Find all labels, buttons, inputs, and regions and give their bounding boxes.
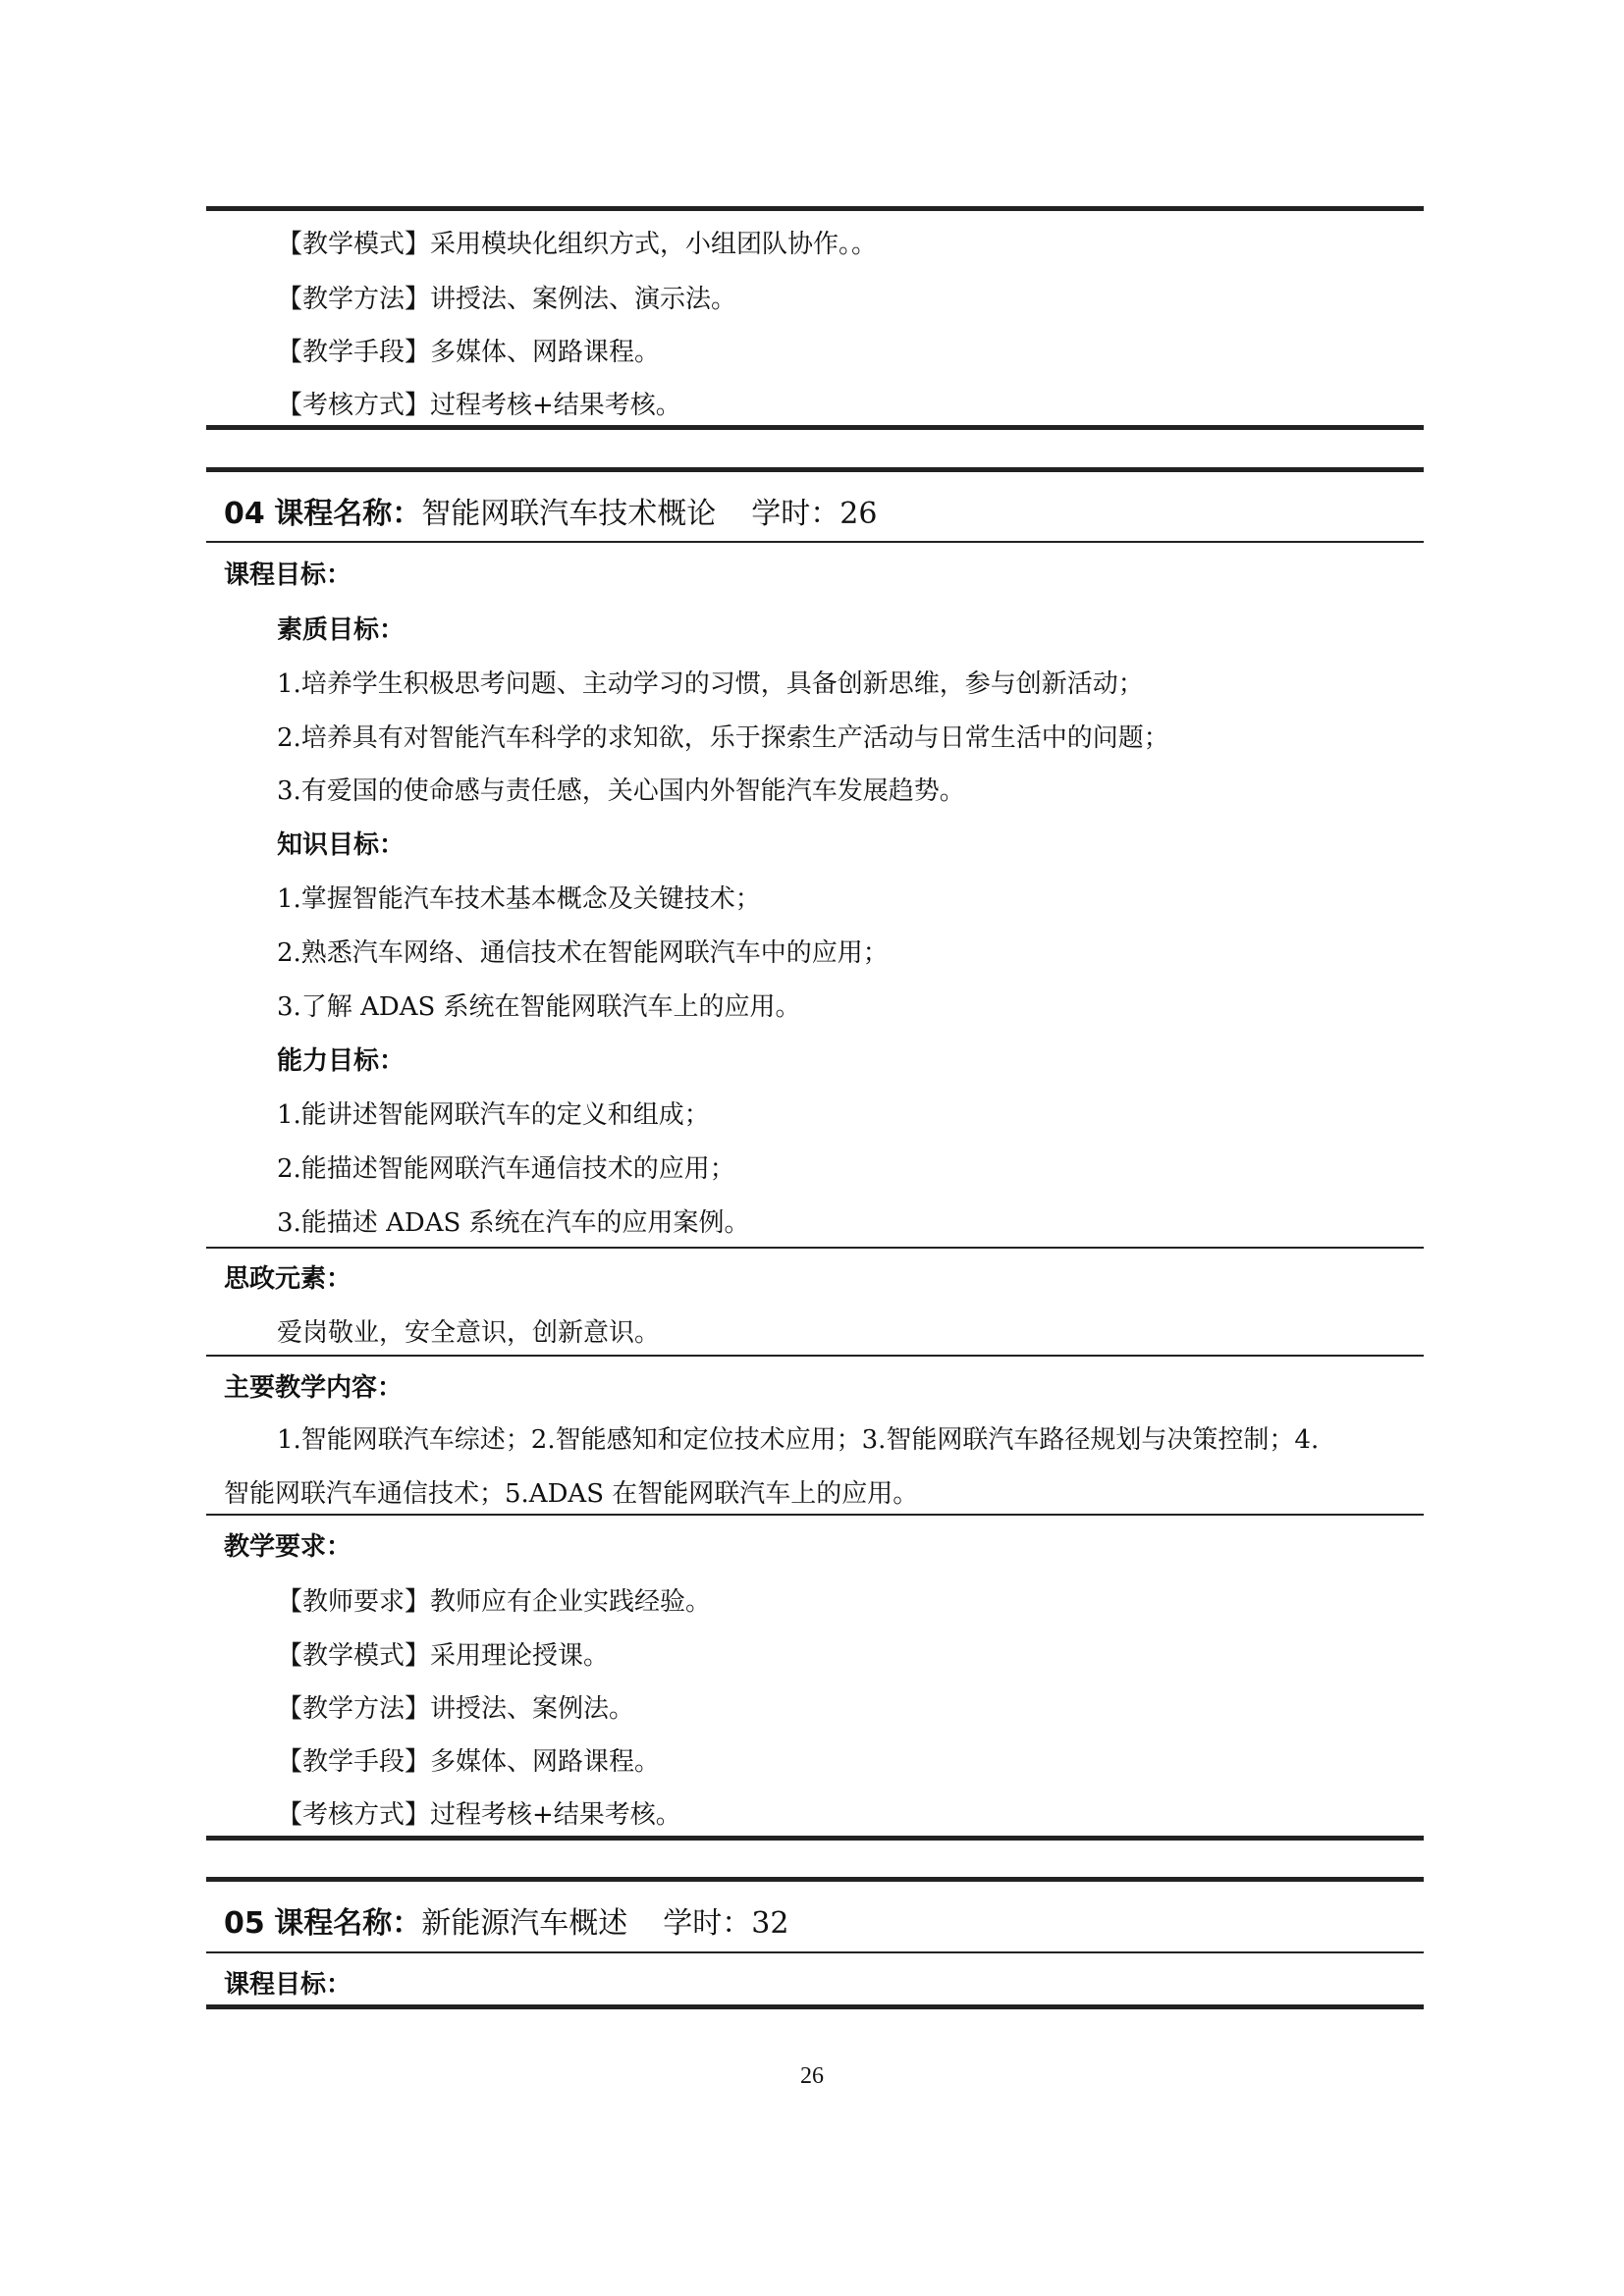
text-line: 【考核方式】过程考核+结果考核。 (277, 391, 681, 420)
text-line: 【教学模式】采用模块化组织方式，小组团队协作。。 (277, 230, 878, 259)
course-name: 新能源汽车概述 (421, 1906, 628, 1941)
hours-value: 32 (751, 1906, 789, 1941)
course-name-label: 课程名称： (274, 1906, 422, 1941)
text-line: 3.有爱国的使命感与责任感，关心国内外智能汽车发展趋势。 (277, 776, 965, 806)
text-line: 1.培养学生积极思考问题、主动学习的习惯，具备创新思维，参与创新活动； (277, 669, 1144, 699)
course-title (224, 495, 877, 534)
section-heading: 思政元素： (224, 1264, 352, 1294)
course-number: 04 (224, 497, 265, 531)
sub-heading: 素质目标： (277, 615, 406, 645)
divider (206, 425, 1424, 430)
text-line: 【教学模式】采用理论授课。 (277, 1641, 610, 1671)
divider (206, 1951, 1424, 1953)
hours-label: 学时： (663, 1906, 752, 1941)
divider (206, 2004, 1424, 2009)
section-heading: 课程目标： (224, 1970, 352, 2000)
section-heading: 主要教学内容： (224, 1373, 404, 1403)
divider (206, 206, 1424, 211)
text-line: 爱岗敬业，安全意识，创新意识。 (277, 1318, 661, 1348)
divider (206, 1877, 1424, 1882)
document-page (206, 0, 1424, 2296)
hours-label: 学时： (751, 497, 840, 531)
text-line: 3.了解 ADAS 系统在智能网联汽车上的应用。 (277, 992, 801, 1022)
text-line: 智能网联汽车通信技术；5.ADAS 在智能网联汽车上的应用。 (224, 1479, 919, 1509)
text-line: 【教学手段】多媒体、网路课程。 (277, 1747, 661, 1777)
hours-value: 26 (839, 497, 878, 531)
text-line: 1.智能网联汽车综述；2.智能感知和定位技术应用；3.智能网联汽车路径规划与决策控制；4. (277, 1425, 1320, 1455)
page-number: 26 (800, 2063, 824, 2089)
text-line: 1.能讲述智能网联汽车的定义和组成； (277, 1100, 710, 1130)
text-line: 2.熟悉汽车网络、通信技术在智能网联汽车中的应用； (277, 938, 889, 968)
text-line: 2.能描述智能网联汽车通信技术的应用； (277, 1154, 735, 1184)
sub-heading: 知识目标： (277, 830, 406, 860)
text-line: 【教学方法】讲授法、案例法、演示法。 (277, 285, 737, 314)
course-number: 05 (224, 1906, 265, 1941)
text-line: 2.培养具有对智能汽车科学的求知欲，乐于探索生产活动与日常生活中的问题； (277, 723, 1169, 753)
text-line: 3.能描述 ADAS 系统在汽车的应用案例。 (277, 1208, 750, 1238)
text-line: 【教学方法】讲授法、案例法。 (277, 1694, 635, 1724)
course-title (224, 1904, 788, 1944)
text-line: 【考核方式】过程考核+结果考核。 (277, 1800, 681, 1830)
text-line: 1.掌握智能汽车技术基本概念及关键技术； (277, 884, 761, 914)
divider (206, 1514, 1424, 1516)
divider (206, 467, 1424, 472)
sub-heading: 能力目标： (277, 1046, 406, 1076)
text-line: 【教师要求】教师应有企业实践经验。 (277, 1587, 712, 1617)
divider (206, 1355, 1424, 1357)
section-heading: 教学要求： (224, 1532, 352, 1562)
course-name-label: 课程名称： (274, 497, 422, 531)
divider (206, 541, 1424, 543)
divider (206, 1247, 1424, 1249)
section-heading: 课程目标： (224, 561, 352, 590)
divider (206, 1836, 1424, 1841)
course-name: 智能网联汽车技术概论 (421, 497, 717, 531)
text-line: 【教学手段】多媒体、网路课程。 (277, 338, 661, 367)
